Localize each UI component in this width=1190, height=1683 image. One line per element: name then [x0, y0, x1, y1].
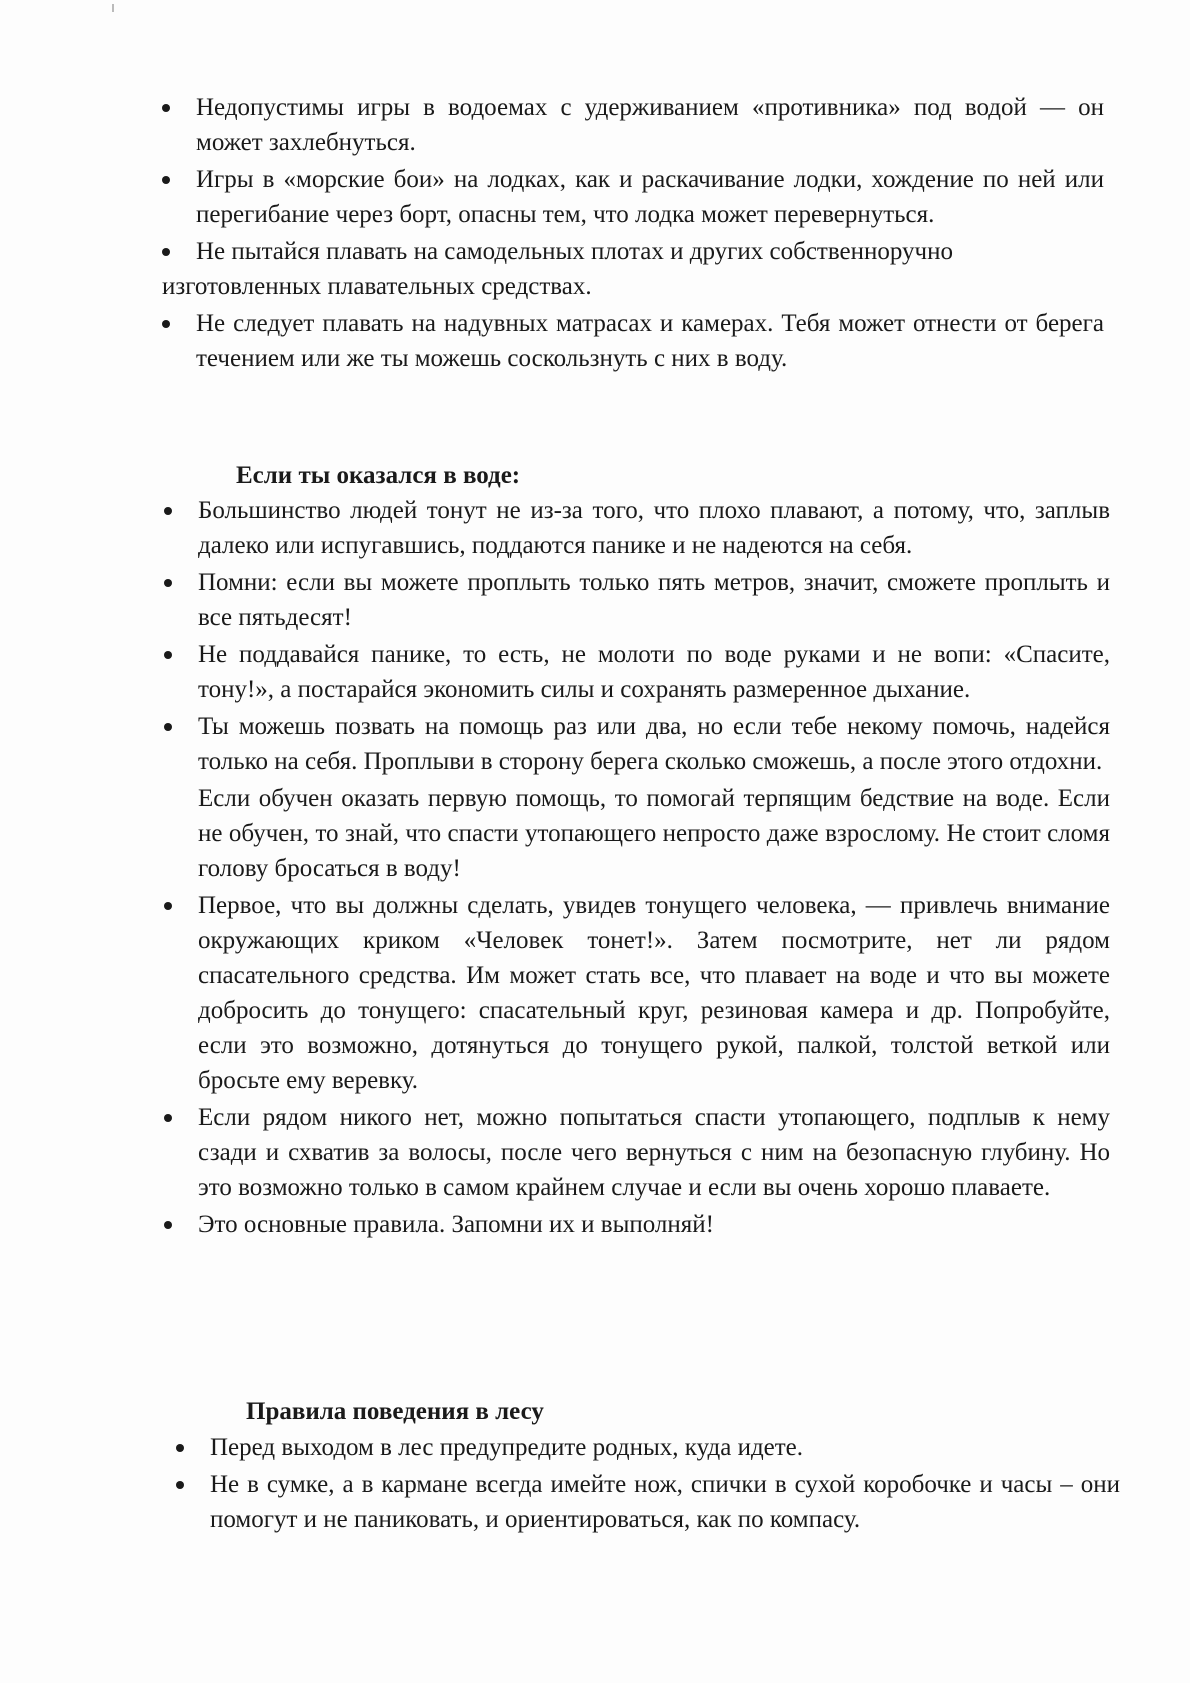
- list-item: [164, 565, 1110, 635]
- list-item-text: Не пытайся плавать на самодельных плотах и других собственноручно изготовленных плавательных средствах.: [162, 238, 953, 300]
- bullet-icon: [164, 1221, 172, 1229]
- list-item-text: Помни: если вы можете проплыть только пять метров, значит, сможете проплыть и все пятьдесят!: [198, 569, 1110, 631]
- bullet-icon: [164, 507, 172, 515]
- list-item: [164, 493, 1110, 563]
- list-item-text: Ты можешь позвать на помощь раз или два, но если тебе некому помочь, надейся только на себя. Проплыви в сторону берега сколько сможешь, а после этого отдохни.: [198, 713, 1110, 775]
- list-item: [162, 162, 1104, 232]
- forest-rules: [176, 1430, 1120, 1539]
- list-item-text: Если рядом никого нет, можно попытаться спасти утопающего, подплыв к нему сзади и схватив за волосы, после чего вернуться с ним на безопасную глубину. Но это возможно только в самом крайнем случае и если вы очень хорошо плаваете.: [198, 1104, 1110, 1201]
- list-item: [176, 1430, 1120, 1465]
- list-item-text: Это основные правила. Запомни их и выполняй!: [198, 1211, 714, 1238]
- bullet-icon: [164, 723, 172, 731]
- list-item: [164, 709, 1110, 779]
- list-item-text: Перед выходом в лес предупредите родных, куда идете.: [210, 1434, 804, 1461]
- list-item-text: Не следует плавать на надувных матрасах и камерах. Тебя может отнести от берега течением или же ты можешь соскользнуть с них в воду.: [196, 310, 1104, 372]
- section-heading-forest: Правила поведения в лесу: [246, 1398, 544, 1425]
- list-item: [164, 1207, 1110, 1242]
- list-item: [162, 234, 1104, 304]
- bullet-icon: [164, 651, 172, 659]
- list-item: [164, 888, 1110, 1098]
- bullet-icon: [164, 579, 172, 587]
- list-item: [164, 1100, 1110, 1205]
- list-item-text: Первое, что вы должны сделать, увидев тонущего человека, — привлечь внимание окружающих криком «Человек тонет!». Затем посмотрите, нет ли рядом спасательного средства. Им может стать все, что плавает на воде и что вы можете добросить до тонущего: спасательный круг, резиновая камера и др. Попробуйте, если это возможно, дотянуться до тонущего рукой, палкой, толстой веткой или бросьте ему веревку.: [198, 892, 1110, 1094]
- bullet-icon: [162, 248, 170, 256]
- scan-mark: [112, 4, 114, 12]
- bullet-icon: [162, 320, 170, 328]
- water-games-rules: [162, 90, 1104, 378]
- first-aid-note: Если обучен оказать первую помощь, то помогай терпящим бедствие на воде. Если не обучен, то знай, что спасти утопающего непросто даже взрослому. Не стоит сломя голову бросаться в воду!: [198, 785, 1110, 882]
- list-item-text: Игры в «морские бои» на лодках, как и раскачивание лодки, хождение по ней или перегибание через борт, опасны тем, что лодка может перевернуться.: [196, 166, 1104, 228]
- list-item: [164, 637, 1110, 707]
- list-item: [176, 1467, 1120, 1537]
- list-item: [162, 90, 1104, 160]
- list-item-text: Не поддавайся панике, то есть, не молоти по воде руками и не вопи: «Спасите, тону!», а постарайся экономить силы и сохранять размеренное дыхание.: [198, 641, 1110, 703]
- list-item-text: Недопустимы игры в водоемах с удерживанием «противника» под водой — он может захлебнуться.: [196, 94, 1104, 156]
- section-heading-in-water: Если ты оказался в воде:: [236, 462, 521, 489]
- bullet-icon: [176, 1481, 184, 1489]
- bullet-icon: [176, 1444, 184, 1452]
- bullet-icon: [162, 176, 170, 184]
- bullet-icon: [164, 1114, 172, 1122]
- list-item: [162, 306, 1104, 376]
- bullet-icon: [164, 902, 172, 910]
- list-item-text: Большинство людей тонут не из-за того, что плохо плавают, а потому, что, заплыв далеко или испугавшись, поддаются панике и не надеются на себя.: [198, 497, 1110, 559]
- list-item-text: Не в сумке, а в кармане всегда имейте нож, спички в сухой коробочке и часы – они помогут и не паниковать, и ориентироваться, как по компасу.: [210, 1471, 1120, 1533]
- in-water-rules: [164, 493, 1110, 1244]
- bullet-icon: [162, 104, 170, 112]
